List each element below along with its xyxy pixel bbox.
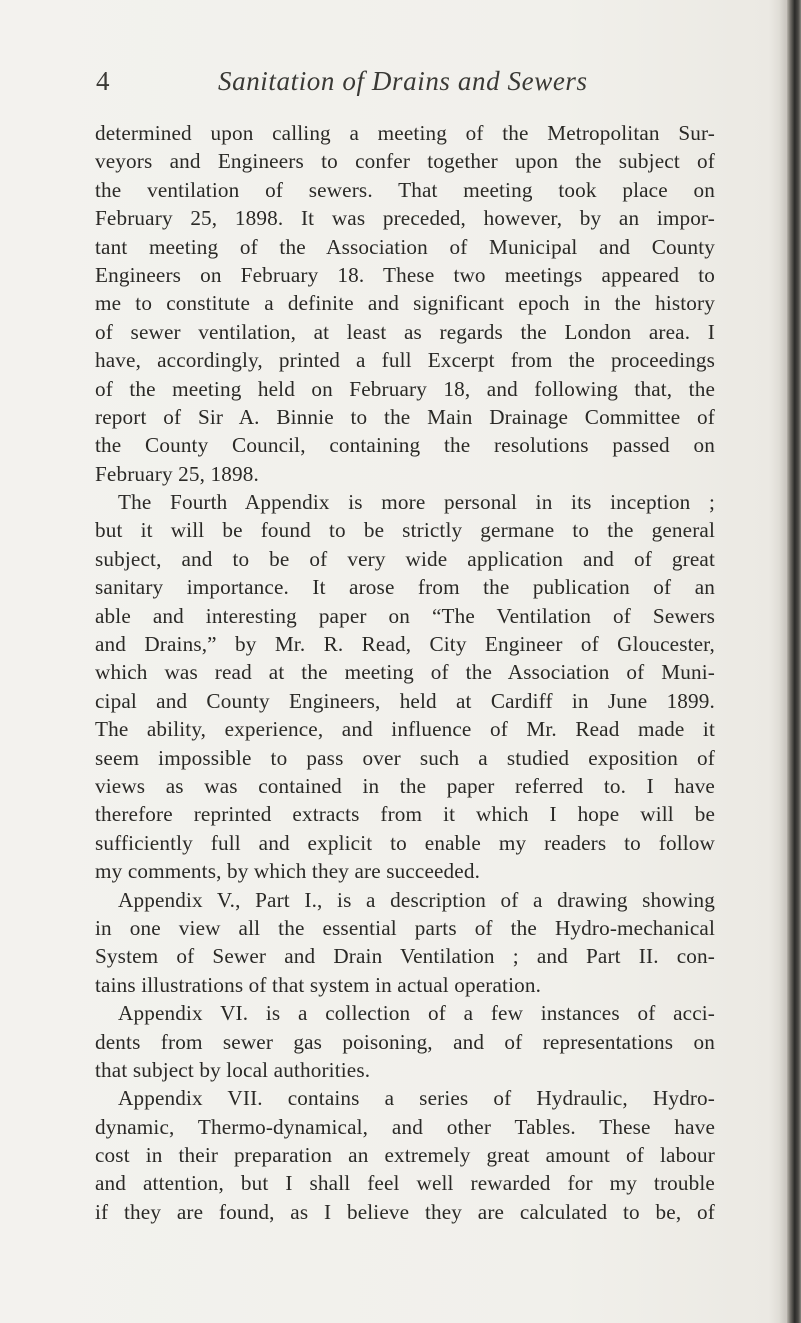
text-line: The ability, experience, and influence of Mr. Read made it (95, 717, 715, 742)
text-line: February 25, 1898. It was preceded, however, by an impor- (95, 206, 715, 231)
text-line: Appendix VI. is a collection of a few instances of acci- (118, 1001, 715, 1026)
text-line: views as was contained in the paper referred to. I have (95, 773, 715, 798)
text-line: cipal and County Engineers, held at Cardiff in June 1899. (95, 688, 715, 713)
book-binding-edge (787, 0, 801, 1323)
text-line: in one view all the essential parts of the Hydro-mechanical (95, 915, 715, 940)
text-line: report of Sir A. Binnie to the Main Drainage Committee of (95, 404, 715, 429)
page-header (96, 66, 758, 106)
text-line: dynamic, Thermo-dynamical, and other Tables. These have (95, 1114, 715, 1139)
text-line: Engineers on February 18. These two meetings appeared to (95, 262, 715, 287)
text-line: that subject by local authorities. (95, 1057, 371, 1082)
running-title: Sanitation of Drains and Sewers (218, 66, 588, 96)
text-line: therefore reprinted extracts from it which I hope will be (95, 802, 715, 827)
text-line: and Drains,” by Mr. R. Read, City Engineer of Gloucester, (95, 632, 715, 657)
text-line: dents from sewer gas poisoning, and of representations on (95, 1029, 715, 1054)
text-line: tains illustrations of that system in actual operation. (95, 972, 542, 997)
text-line: of sewer ventilation, at least as regards the London area. I (95, 319, 715, 344)
text-line: and attention, but I shall feel well rewarded for my trouble (95, 1171, 715, 1196)
text-line: Appendix V., Part I., is a description of a drawing showing (118, 887, 715, 912)
text-line: me to constitute a definite and significant epoch in the history (95, 291, 715, 316)
text-line: The Fourth Appendix is more personal in its inception ; (118, 490, 715, 515)
text-line: February 25, 1898. (95, 461, 259, 486)
text-line: have, accordingly, printed a full Excerpt from the proceedings (95, 348, 715, 373)
text-line: my comments, by which they are succeeded. (95, 859, 481, 884)
text-line: the County Council, containing the resolutions passed on (95, 433, 715, 458)
text-line: if they are found, as I believe they are calculated to be, of (95, 1199, 715, 1224)
page-number: 4 (96, 66, 110, 96)
text-line: sanitary importance. It arose from the publication of an (95, 575, 715, 600)
text-line: determined upon calling a meeting of the Metropolitan Sur- (95, 121, 715, 145)
text-line: the ventilation of sewers. That meeting took place on (95, 177, 715, 202)
text-line: cost in their preparation an extremely great amount of labour (95, 1143, 715, 1168)
text-line: subject, and to be of very wide application and of great (95, 546, 715, 571)
text-line: System of Sewer and Drain Ventilation ; and Part II. con- (95, 944, 715, 969)
text-line: of the meeting held on February 18, and following that, the (95, 376, 715, 401)
text-line: which was read at the meeting of the Association of Muni- (95, 660, 715, 685)
text-line: able and interesting paper on “The Ventilation of Sewers (95, 603, 715, 628)
body-text (95, 119, 715, 1226)
text-line: seem impossible to pass over such a studied exposition of (95, 745, 715, 770)
text-line: sufficiently full and explicit to enable my readers to follow (95, 830, 715, 855)
binding-shadow (779, 0, 787, 1323)
text-line: Appendix VII. contains a series of Hydraulic, Hydro- (118, 1086, 715, 1111)
text-line: veyors and Engineers to confer together upon the subject of (95, 149, 715, 174)
text-line: tant meeting of the Association of Municipal and County (95, 234, 715, 259)
text-line: but it will be found to be strictly germane to the general (95, 518, 715, 543)
